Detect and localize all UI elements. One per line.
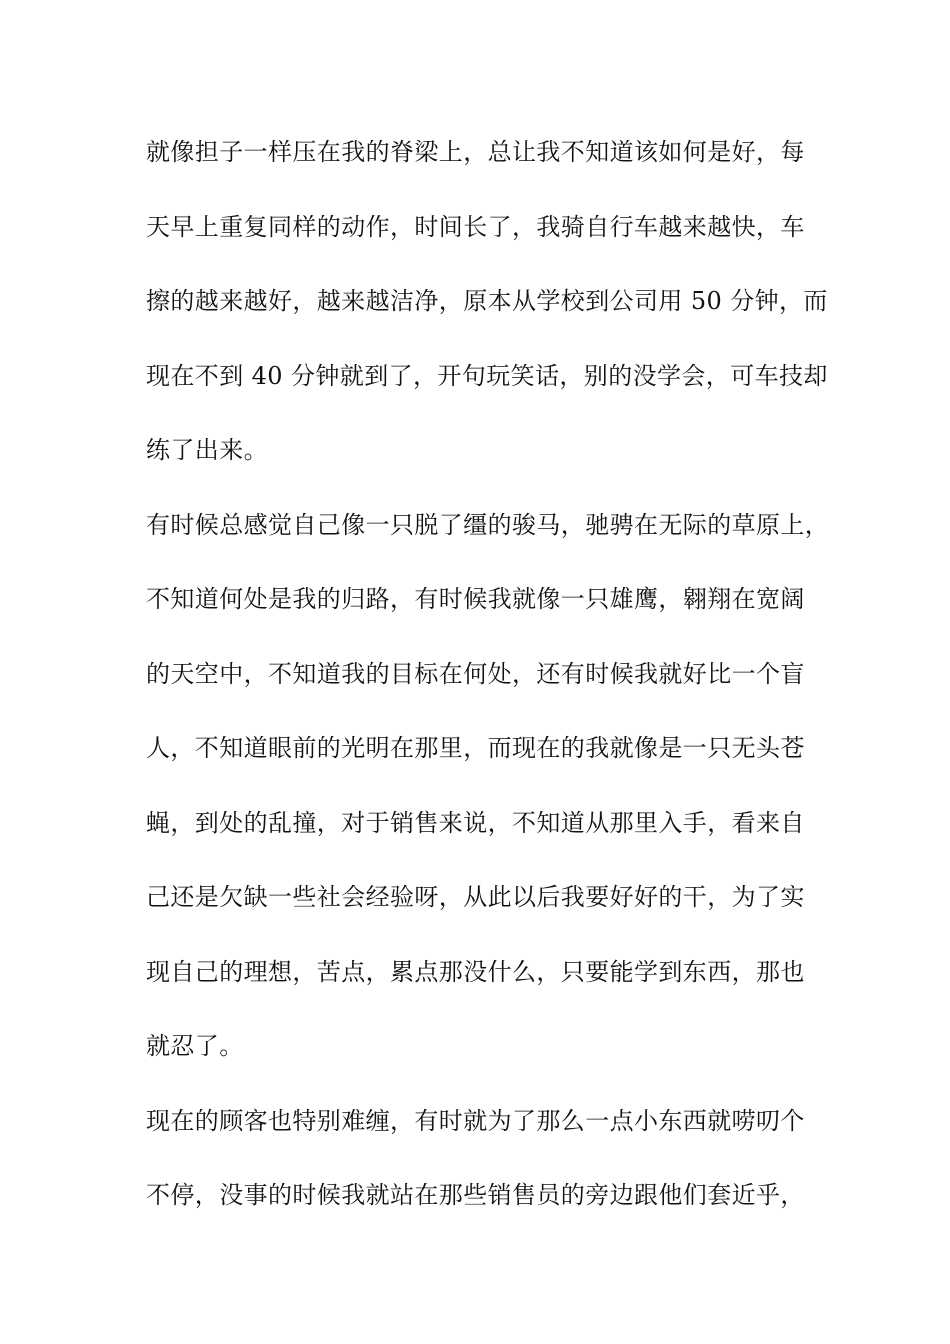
text-line: 有时候总感觉自己像一只脱了缰的骏马，驰骋在无际的草原上， xyxy=(146,511,830,539)
text-line: 天早上重复同样的动作，时间长了，我骑自行车越来越快，车 xyxy=(146,213,805,241)
text-line: 的天空中，不知道我的目标在何处，还有时候我就好比一个盲 xyxy=(146,660,805,688)
text-line: 不停，没事的时候我就站在那些销售员的旁边跟他们套近乎， xyxy=(146,1181,805,1209)
text-line: 现在不到 40 分钟就到了，开句玩笑话，别的没学会，可车技却 xyxy=(146,362,828,390)
text-line: 练了出来。 xyxy=(146,436,268,464)
text-line: 擦的越来越好，越来越洁净，原本从学校到公司用 50 分钟，而 xyxy=(146,287,828,315)
text-line: 不知道何处是我的归路，有时候我就像一只雄鹰，翱翔在宽阔 xyxy=(146,585,805,613)
text-line: 就忍了。 xyxy=(146,1032,244,1060)
text-line: 蝇，到处的乱撞，对于销售来说，不知道从那里入手，看来自 xyxy=(146,809,805,837)
text-line: 人，不知道眼前的光明在那里，而现在的我就像是一只无头苍 xyxy=(146,734,805,762)
text-line: 现在的顾客也特别难缠，有时就为了那么一点小东西就唠叨个 xyxy=(146,1107,805,1135)
text-line: 己还是欠缺一些社会经验呀，从此以后我要好好的干，为了实 xyxy=(146,883,805,911)
text-line: 就像担子一样压在我的脊梁上，总让我不知道该如何是好，每 xyxy=(146,138,805,166)
text-line: 现自己的理想，苦点，累点那没什么，只要能学到东西，那也 xyxy=(146,958,805,986)
